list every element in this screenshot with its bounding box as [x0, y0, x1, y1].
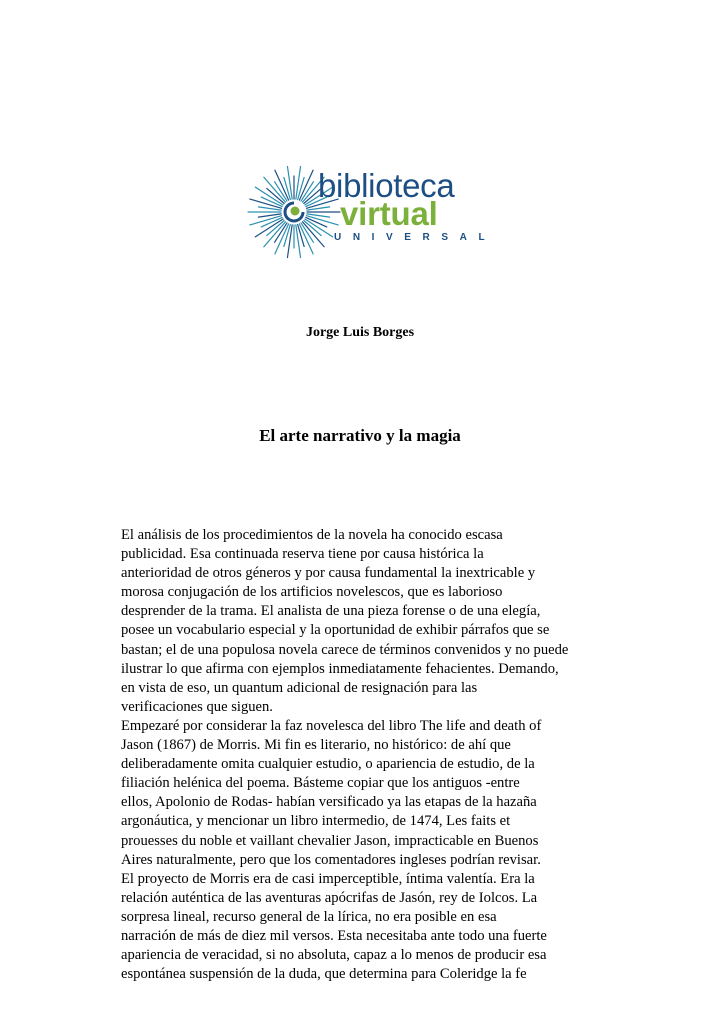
logo-word-biblioteca: biblioteca — [318, 167, 455, 204]
body-text — [121, 526, 591, 984]
body-line: ilustrar lo que afirma con ejemplos inmediatamente fehacientes. Demando, — [121, 660, 559, 677]
body-line: apariencia de veracidad, si no absoluta, capaz a lo menos de producir esa — [121, 947, 547, 964]
body-line: Jason (1867) de Morris. Mi fin es literario, no histórico: de ahí que — [121, 737, 511, 754]
logo-word-virtual: virtual — [340, 195, 438, 232]
body-line: bastan; el de una populosa novela carece de términos convenidos y no puede — [121, 641, 569, 658]
author-name: Jorge Luis Borges — [305, 325, 415, 340]
body-line: posee un vocabulario especial y la oportunidad de exhibir párrafos que se — [121, 622, 550, 639]
body-line: narración de más de diez mil versos. Esta necesitaba ante todo una fuerte — [121, 927, 547, 944]
body-line: Aires naturalmente, pero que los comentadores ingleses podrían revisar. — [121, 851, 541, 868]
body-line: espontánea suspensión de la duda, que determina para Coleridge la fe — [121, 966, 527, 983]
body-line: prouesses du noble et vaillant chevalier Jason, impracticable en Buenos — [121, 832, 539, 849]
document-title: El arte narrativo y la magia — [259, 426, 461, 445]
body-line: El proyecto de Morris era de casi imperceptible, íntima valentía. Era la — [121, 870, 535, 887]
body-line: Empezaré por considerar la faz novelesca del libro The life and death of — [121, 717, 542, 734]
body-line: El análisis de los procedimientos de la novela ha conocido escasa — [121, 527, 503, 543]
biblioteca-virtual-logo — [244, 164, 497, 260]
body-line: ellos, Apolonio de Rodas- habían versificado ya las etapas de la hazaña — [121, 794, 537, 811]
body-line: anterioridad de otros géneros y por causa fundamental la inextricable y — [121, 565, 536, 582]
body-line: relación auténtica de las aventuras apócrifas de Jasón, rey de Iolcos. La — [121, 889, 538, 906]
body-line: filiación helénica del poema. Básteme copiar que los antiguos -entre — [121, 775, 520, 792]
body-line: deliberadamente omita cualquier estudio, o apariencia de estudio, de la — [121, 756, 535, 773]
body-line: verificaciones que siguen. — [121, 698, 273, 715]
body-line: argonáutica, y mencionar un libro intermedio, de 1474, Les faits et — [121, 813, 511, 830]
body-line: en vista de eso, un quantum adicional de resignación para las — [121, 679, 478, 696]
body-line: desprender de la trama. El analista de una pieza forense o de una elegía, — [121, 603, 541, 620]
body-line: morosa conjugación de los artificios novelescos, que es laborioso — [121, 584, 503, 601]
body-line: sorpresa lineal, recurso general de la lírica, no era posible en esa — [121, 908, 497, 925]
body-line: publicidad. Esa continuada reserva tiene por causa histórica la — [121, 546, 484, 563]
logo-word-universal: UNIVERSAL — [334, 232, 497, 243]
